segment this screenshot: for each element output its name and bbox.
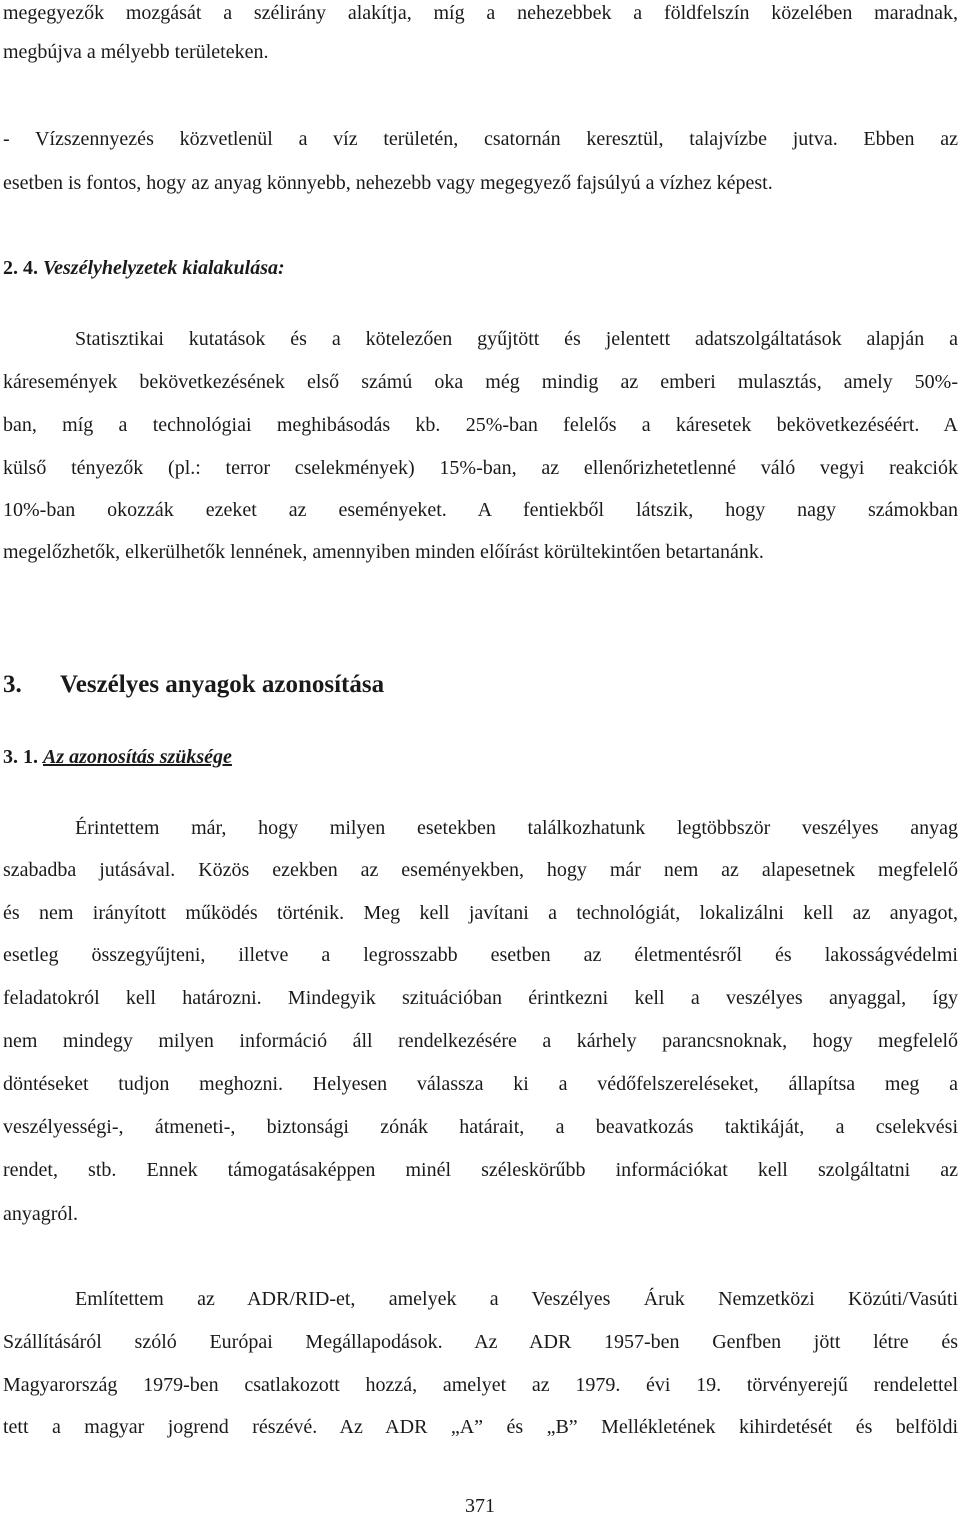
section-3-1-line: feladatokról kell határozni. Mindegyik szituációban érintkezni kell a veszélyes anyaggal, így bbox=[3, 987, 958, 1009]
intro-line-1: megegyezők mozgását a szélirány alakítja, míg a nehezebbek a földfelszín közelében maradnak, bbox=[3, 2, 958, 24]
adr-paragraph-line: Említettem az ADR/RID-et, amelyek a Veszélyes Áruk Nemzetközi Közúti/Vasúti bbox=[75, 1288, 958, 1310]
section-3-number: 3. bbox=[3, 671, 22, 698]
adr-paragraph-line: Magyarország 1979-ben csatlakozott hozzá, amelyet az 1979. évi 19. törvényerejű rendelettel bbox=[3, 1374, 958, 1396]
section-2-4-title: Veszélyhelyzetek kialakulása: bbox=[43, 257, 285, 279]
section-3-1-heading bbox=[3, 744, 232, 770]
section-3-1-line: anyagról. bbox=[3, 1203, 78, 1225]
intro-line-2: megbújva a mélyebb területeken. bbox=[3, 41, 269, 63]
section-3-1-line: és nem irányított működés történik. Meg kell javítani a technológiát, lokalizálni kell az anyagot, bbox=[3, 902, 958, 924]
section-3-1-title: Az azonosítás szüksége bbox=[43, 746, 232, 768]
section-3-1-line: Érintettem már, hogy milyen esetekben találkozhatunk legtöbbször veszélyes anyag bbox=[75, 817, 958, 839]
section-3-1-line: nem mindegy milyen információ áll rendelkezésére a kárhely parancsnoknak, hogy megfelelő bbox=[3, 1030, 958, 1052]
section-3-title: Veszélyes anyagok azonosítása bbox=[60, 671, 385, 698]
section-3-1-number: 3. 1. bbox=[3, 746, 38, 768]
section-2-4-line: Statisztikai kutatások és a kötelezően gyűjtött és jelentett adatszolgáltatások alapján a bbox=[75, 328, 958, 350]
section-2-4-line: ban, míg a technológiai meghibásodás kb. 25%-ban felelős a káresetek bekövetkezéséért. A bbox=[3, 414, 958, 436]
section-3-1-line: szabadba jutásával. Közös ezekben az eseményekben, hogy már nem az alapesetnek megfelelő bbox=[3, 859, 958, 881]
adr-paragraph-line: tett a magyar jogrend részévé. Az ADR „A” és „B” Mellékletének kihirdetését és belföldi bbox=[3, 1416, 958, 1438]
section-2-4-number: 2. 4. bbox=[3, 257, 38, 279]
section-3-heading bbox=[3, 669, 384, 701]
section-3-1-line: esetleg összegyűjteni, illetve a legrosszabb esetben az életmentésről és lakosságvédelmi bbox=[3, 944, 958, 966]
adr-paragraph-line: Szállításáról szóló Európai Megállapodások. Az ADR 1957-ben Genfben jött létre és bbox=[3, 1331, 958, 1353]
section-2-4-line: külső tényezők (pl.: terror cselekmények) 15%-ban, az ellenőrizhetetlenné váló vegyi reakciók bbox=[3, 457, 958, 479]
intro-line-4: esetben is fontos, hogy az anyag könnyebb, nehezebb vagy megegyező fajsúlyú a vízhez képest. bbox=[3, 172, 773, 194]
section-2-4-line: 10%-ban okozzák ezeket az eseményeket. A fentiekből látszik, hogy nagy számokban bbox=[3, 499, 958, 521]
page-number: 371 bbox=[465, 1495, 495, 1517]
section-3-1-line: rendet, stb. Ennek támogatásaképpen minél széleskörűbb információkat kell szolgáltatni az bbox=[3, 1159, 958, 1181]
section-2-4-line: megelőzhetők, elkerülhetők lennének, amennyiben minden előírást körültekintően betartanánk. bbox=[3, 541, 764, 563]
section-3-1-line: veszélyességi-, átmeneti-, biztonsági zónák határait, a beavatkozás taktikáját, a cselekvési bbox=[3, 1116, 958, 1138]
intro-line-3: - Vízszennyezés közvetlenül a víz területén, csatornán keresztül, talajvízbe jutva. Ebben az bbox=[3, 128, 958, 150]
section-2-4-line: káresemények bekövetkezésének első számú oka még mindig az emberi mulasztás, amely 50%- bbox=[3, 371, 958, 393]
section-2-4-heading bbox=[3, 255, 285, 281]
section-3-1-line: döntéseket tudjon meghozni. Helyesen válassza ki a védőfelszereléseket, állapítsa meg a bbox=[3, 1073, 958, 1095]
